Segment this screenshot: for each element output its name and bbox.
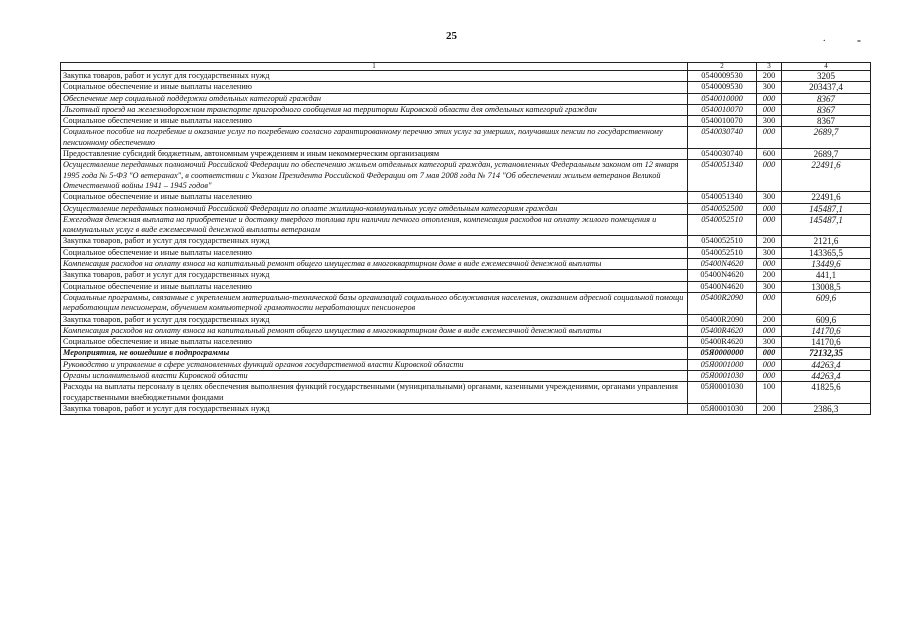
row-kvr-cell: 000: [757, 203, 782, 214]
row-name-cell: Социальное обеспечение и иные выплаты населению: [61, 192, 688, 203]
column-header: 1: [61, 63, 688, 71]
column-header: 4: [782, 63, 871, 71]
row-kvr-cell: 000: [757, 214, 782, 236]
row-name-cell: Предоставление субсидий бюджетным, автономным учреждениям и иным некоммерческим организациям: [61, 149, 688, 160]
row-code-cell: 05Я0001000: [688, 359, 757, 370]
row-amount-cell: 8367: [782, 104, 871, 115]
page-number: 25: [446, 30, 457, 42]
row-kvr-cell: 000: [757, 371, 782, 382]
row-amount-cell: 143365,5: [782, 247, 871, 258]
row-name-cell: Закупка товаров, работ и услуг для государственных нужд: [61, 270, 688, 281]
table-row: [61, 382, 871, 404]
row-amount-cell: 41825,6: [782, 382, 871, 404]
row-code-cell: 0540052510: [688, 247, 757, 258]
row-kvr-cell: 200: [757, 71, 782, 82]
row-kvr-cell: 300: [757, 247, 782, 258]
row-kvr-cell: 200: [757, 314, 782, 325]
row-kvr-cell: 300: [757, 116, 782, 127]
row-code-cell: 05Я0000000: [688, 348, 757, 359]
table-row: [61, 337, 871, 348]
row-name-cell: Компенсация расходов на оплату взноса на капитальный ремонт общего имущества в многоквартирном доме в виде ежемесячной денежной выплаты: [61, 259, 688, 270]
row-kvr-cell: 300: [757, 82, 782, 93]
row-amount-cell: 145487,1: [782, 214, 871, 236]
row-name-cell: Осуществление переданных полномочий Российской Федерации по обеспечению жильем отдельных категорий граждан, установленных Федеральным законом от 12 января 1995 года № 5-ФЗ "О ветеранах", в соответствии с Указом Президента Российской Федерации от 7 мая 2008 года № 714 "Об обеспечении жильем ветеранов Великой Отечественной войны 1941 – 1945 годов": [61, 160, 688, 192]
row-code-cell: 0540052510: [688, 236, 757, 247]
row-kvr-cell: 300: [757, 281, 782, 292]
table-header-row: [61, 63, 871, 71]
row-kvr-cell: 000: [757, 127, 782, 149]
margin-mark: -: [857, 33, 861, 47]
table-row: [61, 236, 871, 247]
row-kvr-cell: 000: [757, 93, 782, 104]
row-amount-cell: 609,6: [782, 292, 871, 314]
row-kvr-cell: 000: [757, 160, 782, 192]
row-name-cell: Закупка товаров, работ и услуг для государственных нужд: [61, 236, 688, 247]
row-code-cell: 05Я0001030: [688, 382, 757, 404]
row-amount-cell: 2689,7: [782, 127, 871, 149]
table-row: [61, 71, 871, 82]
row-amount-cell: 145487,1: [782, 203, 871, 214]
row-amount-cell: 2121,6: [782, 236, 871, 247]
table-row: [61, 93, 871, 104]
row-code-cell: 0540052510: [688, 214, 757, 236]
margin-mark: .: [823, 33, 826, 44]
table-row: [61, 192, 871, 203]
row-code-cell: 05400N4620: [688, 270, 757, 281]
row-name-cell: Социальные программы, связанные с укреплением материально-технической базы организаций социального обслуживания населения, оказанием адресной социальной помощи неработающим пенсионерам, обучением компьютерной грамотности неработающих пенсионеров: [61, 292, 688, 314]
table-row: [61, 127, 871, 149]
row-amount-cell: 2386,3: [782, 403, 871, 414]
row-code-cell: 0540051340: [688, 160, 757, 192]
row-code-cell: 0540052500: [688, 203, 757, 214]
row-amount-cell: 72132,35: [782, 348, 871, 359]
row-code-cell: 0540010000: [688, 93, 757, 104]
row-code-cell: 05400R4620: [688, 337, 757, 348]
row-name-cell: Социальное обеспечение и иные выплаты населению: [61, 337, 688, 348]
row-amount-cell: 14170,6: [782, 337, 871, 348]
row-kvr-cell: 000: [757, 359, 782, 370]
row-kvr-cell: 000: [757, 259, 782, 270]
table-row: [61, 203, 871, 214]
budget-table: [60, 62, 871, 415]
row-amount-cell: 441,1: [782, 270, 871, 281]
table-row: [61, 160, 871, 192]
row-kvr-cell: 300: [757, 337, 782, 348]
row-kvr-cell: 200: [757, 236, 782, 247]
row-kvr-cell: 200: [757, 403, 782, 414]
row-code-cell: 0540009530: [688, 71, 757, 82]
row-amount-cell: 44263,4: [782, 359, 871, 370]
table-row: [61, 259, 871, 270]
row-code-cell: 0540009530: [688, 82, 757, 93]
row-kvr-cell: 200: [757, 270, 782, 281]
row-kvr-cell: 000: [757, 292, 782, 314]
row-kvr-cell: 000: [757, 325, 782, 336]
row-name-cell: Социальное обеспечение и иные выплаты населению: [61, 82, 688, 93]
row-amount-cell: 14170,6: [782, 325, 871, 336]
row-name-cell: Льготный проезд на железнодорожном транспорте пригородного сообщения на территории Кировской области для отдельных категорий граждан: [61, 104, 688, 115]
row-name-cell: Ежегодная денежная выплата на приобретение и доставку твердого топлива при наличии печного отопления, компенсация расходов на оплату жилого помещения и коммунальных услуг в виде ежемесячной денежной выплаты ветеранам: [61, 214, 688, 236]
table-row: [61, 359, 871, 370]
row-amount-cell: 22491,6: [782, 160, 871, 192]
row-name-cell: Социальное обеспечение и иные выплаты населению: [61, 247, 688, 258]
row-name-cell: Компенсация расходов на оплату взноса на капитальный ремонт общего имущества в многоквартирном доме в виде ежемесячной денежной выплаты: [61, 325, 688, 336]
table-row: [61, 104, 871, 115]
row-amount-cell: 22491,6: [782, 192, 871, 203]
table-row: [61, 149, 871, 160]
row-kvr-cell: 600: [757, 149, 782, 160]
column-header: 3: [757, 63, 782, 71]
row-name-cell: Обеспечение мер социальной поддержки отдельных категорий граждан: [61, 93, 688, 104]
row-amount-cell: 609,6: [782, 314, 871, 325]
row-code-cell: 05400R4620: [688, 325, 757, 336]
row-name-cell: Расходы на выплаты персоналу в целях обеспечения выполнения функций государственными (муниципальными) органами, казенными учреждениями, органами управления государственными внебюджетными фондами: [61, 382, 688, 404]
row-code-cell: 0540030740: [688, 149, 757, 160]
row-amount-cell: 13449,6: [782, 259, 871, 270]
row-name-cell: Социальное пособие на погребение и оказание услуг по погребению согласно гарантированному перечню этих услуг за умерших, получавших пенсии по государственному пенсионному обеспечению: [61, 127, 688, 149]
row-amount-cell: 2689,7: [782, 149, 871, 160]
table-row: [61, 82, 871, 93]
row-amount-cell: 8367: [782, 116, 871, 127]
row-amount-cell: 203437,4: [782, 82, 871, 93]
row-code-cell: 05Я0001030: [688, 371, 757, 382]
row-name-cell: Закупка товаров, работ и услуг для государственных нужд: [61, 71, 688, 82]
row-code-cell: 0540010070: [688, 104, 757, 115]
row-name-cell: Социальное обеспечение и иные выплаты населению: [61, 281, 688, 292]
row-name-cell: Закупка товаров, работ и услуг для государственных нужд: [61, 314, 688, 325]
row-name-cell: Мероприятия, не вошедшие в подпрограммы: [61, 348, 688, 359]
row-code-cell: 05400R2090: [688, 292, 757, 314]
row-kvr-cell: 300: [757, 192, 782, 203]
table-row: [61, 214, 871, 236]
row-code-cell: 05Я0001030: [688, 403, 757, 414]
table-row: [61, 314, 871, 325]
table-row: [61, 371, 871, 382]
table-row: [61, 292, 871, 314]
table-row: [61, 281, 871, 292]
row-name-cell: Осуществление переданных полномочий Российской Федерации по оплате жилищно-коммунальных услуг отдельным категориям граждан: [61, 203, 688, 214]
row-amount-cell: 13008,5: [782, 281, 871, 292]
row-amount-cell: 3205: [782, 71, 871, 82]
table-row: [61, 403, 871, 414]
row-code-cell: 0540051340: [688, 192, 757, 203]
row-amount-cell: 8367: [782, 93, 871, 104]
row-amount-cell: 44263,4: [782, 371, 871, 382]
row-name-cell: Социальное обеспечение и иные выплаты населению: [61, 116, 688, 127]
column-header: 2: [688, 63, 757, 71]
table-row: [61, 116, 871, 127]
row-name-cell: Закупка товаров, работ и услуг для государственных нужд: [61, 403, 688, 414]
row-code-cell: 05400N4620: [688, 259, 757, 270]
table-row: [61, 247, 871, 258]
row-kvr-cell: 000: [757, 348, 782, 359]
row-code-cell: 0540030740: [688, 127, 757, 149]
table-row: [61, 325, 871, 336]
table-row: [61, 348, 871, 359]
row-kvr-cell: 000: [757, 104, 782, 115]
row-kvr-cell: 100: [757, 382, 782, 404]
row-name-cell: Органы исполнительной власти Кировской области: [61, 371, 688, 382]
table-row: [61, 270, 871, 281]
row-code-cell: 05400R2090: [688, 314, 757, 325]
row-code-cell: 05400N4620: [688, 281, 757, 292]
row-code-cell: 0540010070: [688, 116, 757, 127]
row-name-cell: Руководство и управление в сфере установленных функций органов государственной власти Кировской области: [61, 359, 688, 370]
